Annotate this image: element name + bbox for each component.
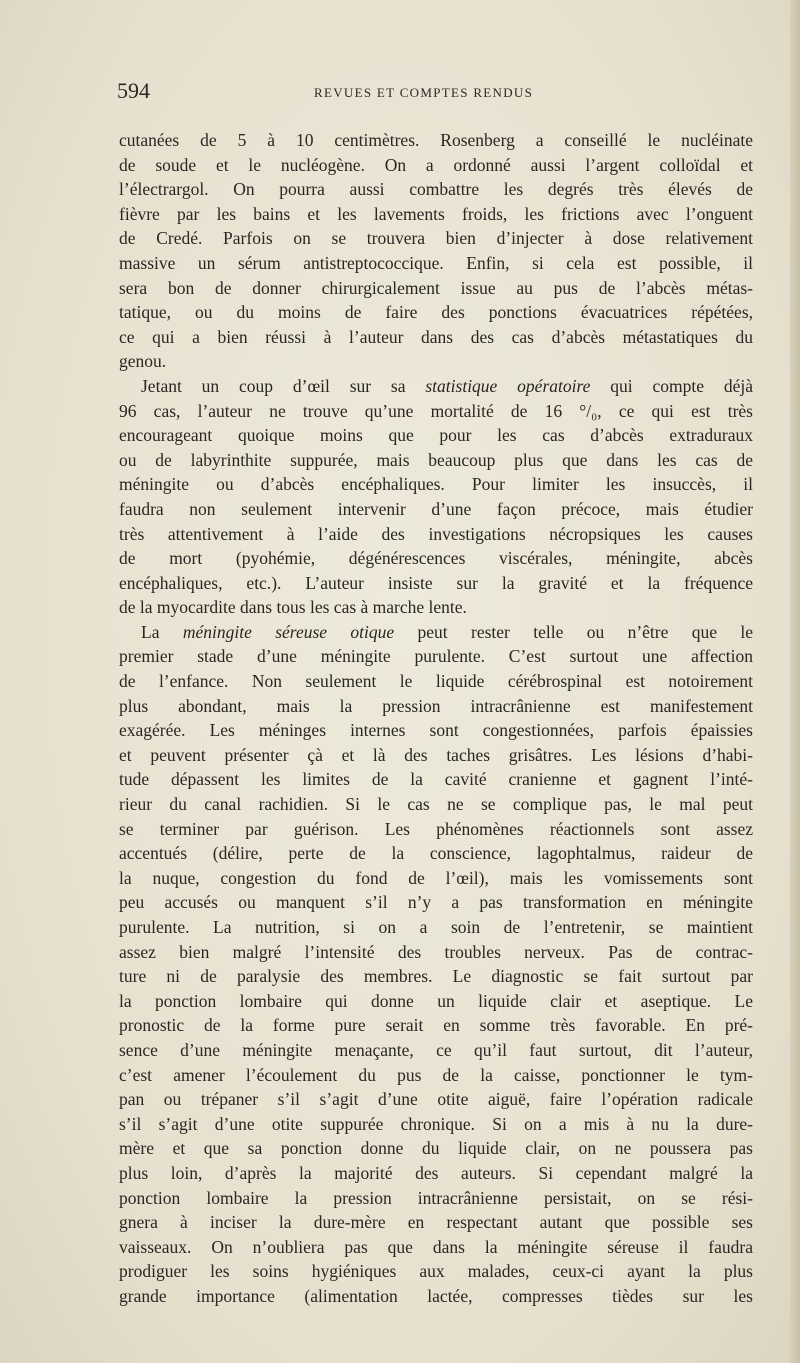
text-line: ponction lombaire la pression intracrânienne persistait, on se rési- — [119, 1187, 753, 1208]
text-line: genou. — [119, 351, 167, 372]
line-text: Jetant un coup d’œil sur sa — [141, 375, 426, 396]
text-line: et peuvent présenter çà et là des taches grisâtres. Les lésions d’habi- — [119, 744, 753, 765]
text-line: ou de labyrinthite suppurée, mais beaucoup plus que dans les cas de — [119, 449, 753, 470]
text-line: de la myocardite dans tous les cas à marche lente. — [119, 597, 467, 618]
text-line: tatique, ou du moins de faire des ponctions évacuatrices répétées, — [119, 302, 753, 323]
text-line: sence d’une méningite menaçante, ce qu’il faut surtout, dit l’auteur, — [119, 1039, 753, 1060]
text-line: plus abondant, mais la pression intracrânienne est manifestement — [119, 695, 753, 716]
page-edge — [790, 0, 800, 1363]
italic-term: statistique opératoire — [425, 375, 591, 396]
text-line: faudra non seulement intervenir d’une façon précoce, mais étudier — [119, 498, 753, 519]
page-number: 594 — [117, 78, 150, 103]
text-line: la nuque, congestion du fond de l’œil), mais les vomissements sont — [119, 867, 753, 888]
text-line: encourageant quoique moins que pour les cas d’abcès extraduraux — [119, 425, 753, 446]
text-line: de mort (pyohémie, dégénérescences viscérales, méningite, abcès — [119, 548, 753, 569]
text-line: vaisseaux. On n’oubliera pas que dans la méningite séreuse il faudra — [119, 1236, 753, 1257]
text-line: prodiguer les soins hygiéniques aux malades, ceux-ci ayant la plus — [119, 1261, 753, 1282]
text-line: assez bien malgré l’intensité des troubles nerveux. Pas de contrac- — [119, 941, 753, 962]
text-line: encéphaliques, etc.). L’auteur insiste sur la gravité et la fréquence — [119, 572, 753, 593]
text-line: se terminer par guérison. Les phénomènes réactionnels sont assez — [119, 818, 753, 839]
text-line: peu accusés ou manquent s’il n’y a pas transformation en méningite — [119, 892, 753, 913]
body-text — [119, 128, 753, 1309]
text-line: ture ni de paralysie des membres. Le diagnostic se fait surtout par — [119, 966, 753, 987]
text-line: grande importance (alimentation lactée, compresses tièdes sur les — [119, 1285, 753, 1306]
text-line: de l’enfance. Non seulement le liquide cérébrospinal est notoirement — [119, 671, 753, 692]
text-line: premier stade d’une méningite purulente. C’est surtout une affection — [119, 646, 753, 667]
text-line: plus loin, d’après la majorité des auteurs. Si cependant malgré la — [119, 1162, 753, 1183]
text-line: sera bon de donner chirurgicalement issue au pus de l’abcès métas- — [119, 277, 753, 298]
text-line: exagérée. Les méninges internes sont congestionnées, parfois épaissies — [119, 720, 753, 741]
text-line: pronostic de la forme pure serait en somme très favorable. En pré- — [119, 1015, 753, 1036]
text-line: ce qui a bien réussi à l’auteur dans des cas d’abcès métastatiques du — [119, 326, 753, 347]
text-line: rieur du canal rachidien. Si le cas ne se complique pas, le mal peut — [119, 794, 753, 815]
text-line — [119, 620, 753, 645]
text-line: de Credé. Parfois on se trouvera bien d’injecter à dose relativement — [119, 228, 753, 249]
text-line: de soude et le nucléogène. On a ordonné aussi l’argent colloïdal et — [119, 154, 753, 175]
line-text: peut rester telle ou n’être que le — [394, 621, 753, 642]
running-head: REVUES ET COMPTES RENDUS — [314, 85, 534, 100]
text-line: c’est amener l’écoulement du pus de la caisse, ponctionner le tym- — [119, 1064, 753, 1085]
line-text: La — [141, 621, 183, 642]
text-line: massive un sérum antistreptococcique. Enfin, si cela est possible, il — [119, 252, 753, 273]
text-line: 96 cas, l’auteur ne trouve qu’une mortalité de 16 °/₀, ce qui est très — [119, 400, 753, 421]
text-line: cutanées de 5 à 10 centimètres. Rosenberg a conseillé le nucléinate — [119, 130, 753, 150]
text-line: l’électrargol. On pourra aussi combattre les degrés très élevés de — [119, 179, 753, 200]
italic-term: méningite séreuse otique — [182, 621, 395, 642]
text-line: accentués (délire, perte de la conscience, lagophtalmus, raideur de — [119, 843, 753, 864]
text-line: mère et que sa ponction donne du liquide clair, on ne poussera pas — [119, 1138, 753, 1159]
text-line: la ponction lombaire qui donne un liquide clair et aseptique. Le — [119, 990, 753, 1011]
text-line: fièvre par les bains et les lavements froids, les frictions avec l’onguent — [119, 203, 753, 224]
text-line: tude dépassent les limites de la cavité cranienne et gagnent l’inté- — [119, 769, 753, 790]
text-line: purulente. La nutrition, si on a soin de l’entretenir, se maintient — [119, 917, 753, 937]
text-line: très attentivement à l’aide des investigations nécropsiques les causes — [119, 523, 753, 544]
line-text: qui compte déjà — [590, 375, 753, 396]
text-line: gnera à inciser la dure-mère en respectant autant que possible ses — [119, 1212, 753, 1233]
text-line: s’il s’agit d’une otite suppurée chronique. Si on a mis à nu la dure- — [119, 1113, 753, 1134]
text-line: méningite ou d’abcès encéphaliques. Pour limiter les insuccès, il — [119, 474, 753, 495]
text-line: pan ou trépaner s’il s’agit d’une otite aiguë, faire l’opération radicale — [119, 1089, 753, 1110]
text-line — [119, 374, 753, 399]
